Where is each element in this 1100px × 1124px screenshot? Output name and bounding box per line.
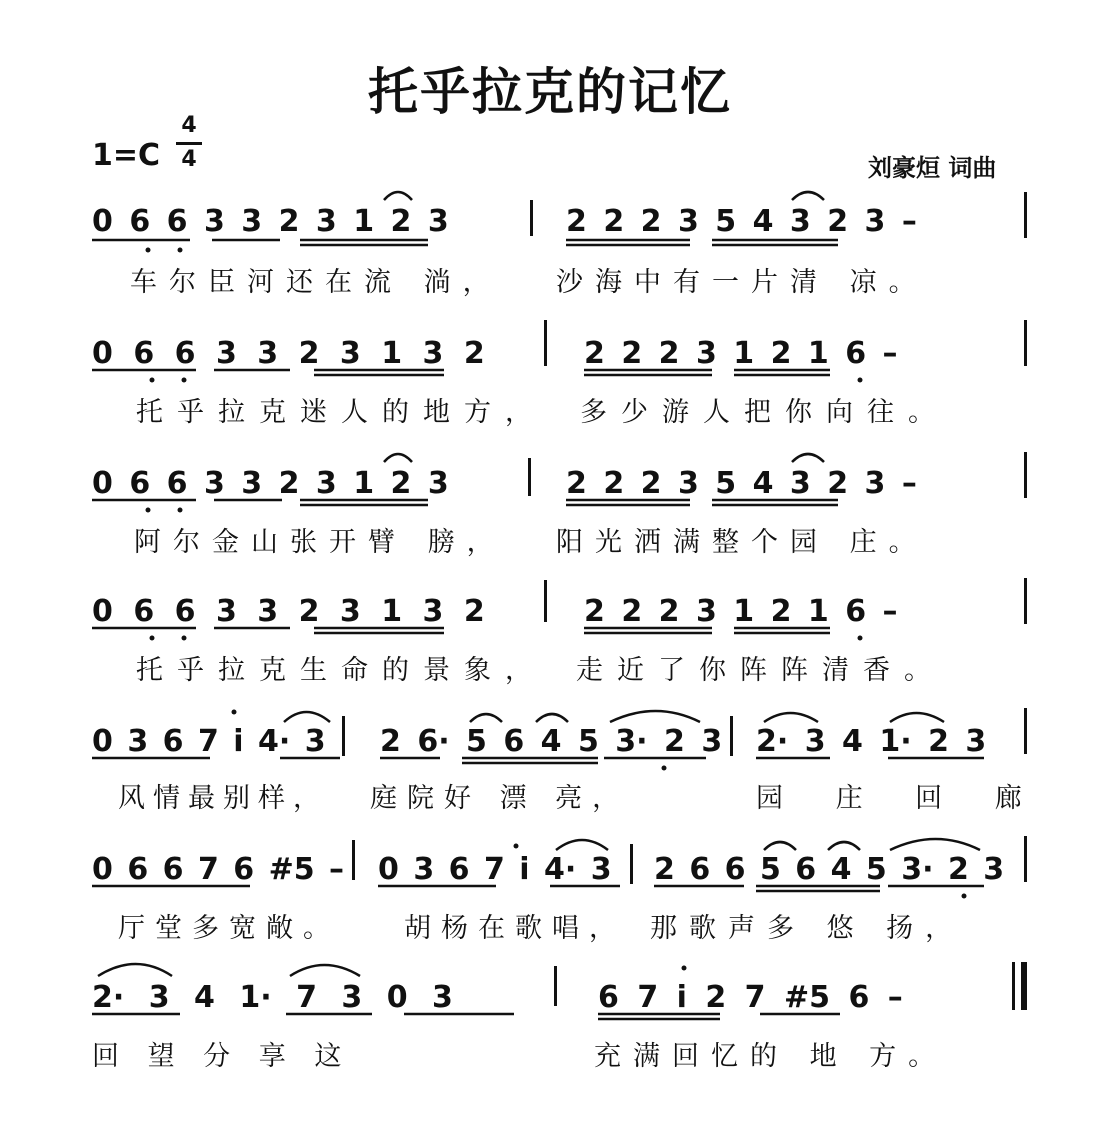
- composer-credit: 刘豪烜 词曲: [868, 154, 997, 182]
- lyrics-row-2-part-1: 托乎拉克迷人的地方，: [136, 397, 546, 428]
- barline: [530, 200, 533, 236]
- notes-row-5-measure-3: 2· 3 4 1· 2 3: [756, 724, 987, 759]
- tie-arc: [764, 713, 818, 722]
- notes-row-6-measure-1: 0 6 6 7 6 #5 –: [92, 852, 345, 887]
- lyrics-row-2-part-2: 多少游人把你向往。: [580, 397, 949, 428]
- tie-arc: [764, 842, 796, 850]
- key-signature: 1=C: [92, 138, 161, 173]
- lyrics-row-4-part-2: 走近了你阵阵清香。: [576, 655, 945, 686]
- tie-arc: [610, 711, 700, 722]
- notes-row-4-measure-2: 2 2 2 3 1 2 1 6 –: [584, 594, 898, 629]
- barline: [1024, 708, 1027, 754]
- tie-arc: [470, 714, 502, 722]
- final-barline-thick: [1021, 962, 1027, 1010]
- tie-arc: [290, 965, 360, 976]
- lyrics-row-6-part-3: 那歌声多 悠 扬，: [650, 913, 965, 944]
- lyrics-row-5-part-3: 园 庄 回 廊: [756, 783, 1044, 814]
- tie-arc: [98, 964, 172, 976]
- tie-arc: [792, 192, 824, 200]
- barline: [528, 458, 531, 496]
- time-signature-bottom: 4: [181, 147, 197, 172]
- tie-arc: [828, 842, 860, 850]
- barline: [1024, 836, 1027, 882]
- song-title: 托乎拉克的记忆: [368, 63, 732, 121]
- time-signature-top: 4: [181, 113, 197, 138]
- tie-arc: [890, 839, 980, 850]
- notes-row-6-measure-2: 0 3 6 7 i 4· 3: [378, 852, 612, 887]
- notes-row-5-measure-1: 0 3 6 7 i 4· 3: [92, 724, 326, 759]
- tie-arc: [284, 712, 330, 722]
- lyrics-row-5-part-2: 庭院好 漂 亮，: [370, 783, 630, 814]
- notes-row-1-measure-2: 2 2 2 3 5 4 3 2 3 –: [566, 204, 917, 239]
- barline: [730, 716, 733, 756]
- barline: [1024, 578, 1027, 624]
- lyrics-row-6-part-2: 胡杨在歌唱，: [404, 913, 626, 944]
- tie-arc: [890, 713, 944, 722]
- lyrics-row-7-part-2: 充满回忆的 地 方。: [594, 1041, 948, 1072]
- notes-row-3-measure-1: 0 6 6 3 3 2 3 1 2 3: [92, 466, 449, 501]
- lyrics-row-5-part-1: 风情最别样，: [118, 783, 328, 814]
- lyrics-row-6-part-1: 厅堂多宽敞。: [118, 913, 340, 944]
- notes-row-2-measure-1: 0 6 6 3 3 2 3 1 3 2: [92, 336, 485, 371]
- barline: [352, 840, 355, 880]
- lyrics-row-4-part-1: 托乎拉克生命的景象，: [136, 655, 546, 686]
- time-signature-divider: [176, 142, 202, 145]
- tie-arc: [556, 840, 608, 850]
- notes-row-3-measure-2: 2 2 2 3 5 4 3 2 3 –: [566, 466, 917, 501]
- barline: [1024, 192, 1027, 238]
- tie-arc: [536, 714, 568, 722]
- tie-arc: [384, 454, 412, 462]
- barline: [1024, 320, 1027, 366]
- lyrics-row-7-part-1: 回 望 分 享 这: [92, 1041, 352, 1072]
- lyrics-row-1-part-2: 沙海中有一片清 凉。: [556, 267, 928, 298]
- notes-row-7-measure-2: 6 7 i 2 7 #5 6 –: [598, 980, 903, 1015]
- notes-row-1-measure-1: 0 6 6 3 3 2 3 1 2 3: [92, 204, 449, 239]
- tie-arc: [384, 192, 412, 200]
- time-signature: [176, 115, 202, 175]
- lyrics-row-3-part-1: 阿尔金山张开臂 膀，: [134, 527, 506, 558]
- tie-arc: [792, 454, 824, 462]
- notes-row-7-measure-1: 2· 3 4 1· 7 3 0 3: [92, 980, 453, 1015]
- notes-row-2-measure-2: 2 2 2 3 1 2 1 6 –: [584, 336, 898, 371]
- notes-row-5-measure-2: 2 6· 5 6 4 5 3· 2 3: [380, 724, 723, 759]
- barline: [630, 844, 633, 884]
- notes-row-6-measure-3: 2 6 6 5 6 4 5 3· 2 3: [654, 852, 1005, 887]
- barline: [544, 320, 547, 366]
- notes-row-4-measure-1: 0 6 6 3 3 2 3 1 3 2: [92, 594, 485, 629]
- final-barline-thin: [1012, 962, 1015, 1010]
- barline: [1024, 452, 1027, 498]
- barline: [342, 716, 345, 756]
- barline: [544, 580, 547, 622]
- lyrics-row-1-part-1: 车尔臣河还在流 淌，: [130, 267, 502, 298]
- barline: [554, 966, 557, 1006]
- lyrics-row-3-part-2: 阳光洒满整个园 庄。: [556, 527, 928, 558]
